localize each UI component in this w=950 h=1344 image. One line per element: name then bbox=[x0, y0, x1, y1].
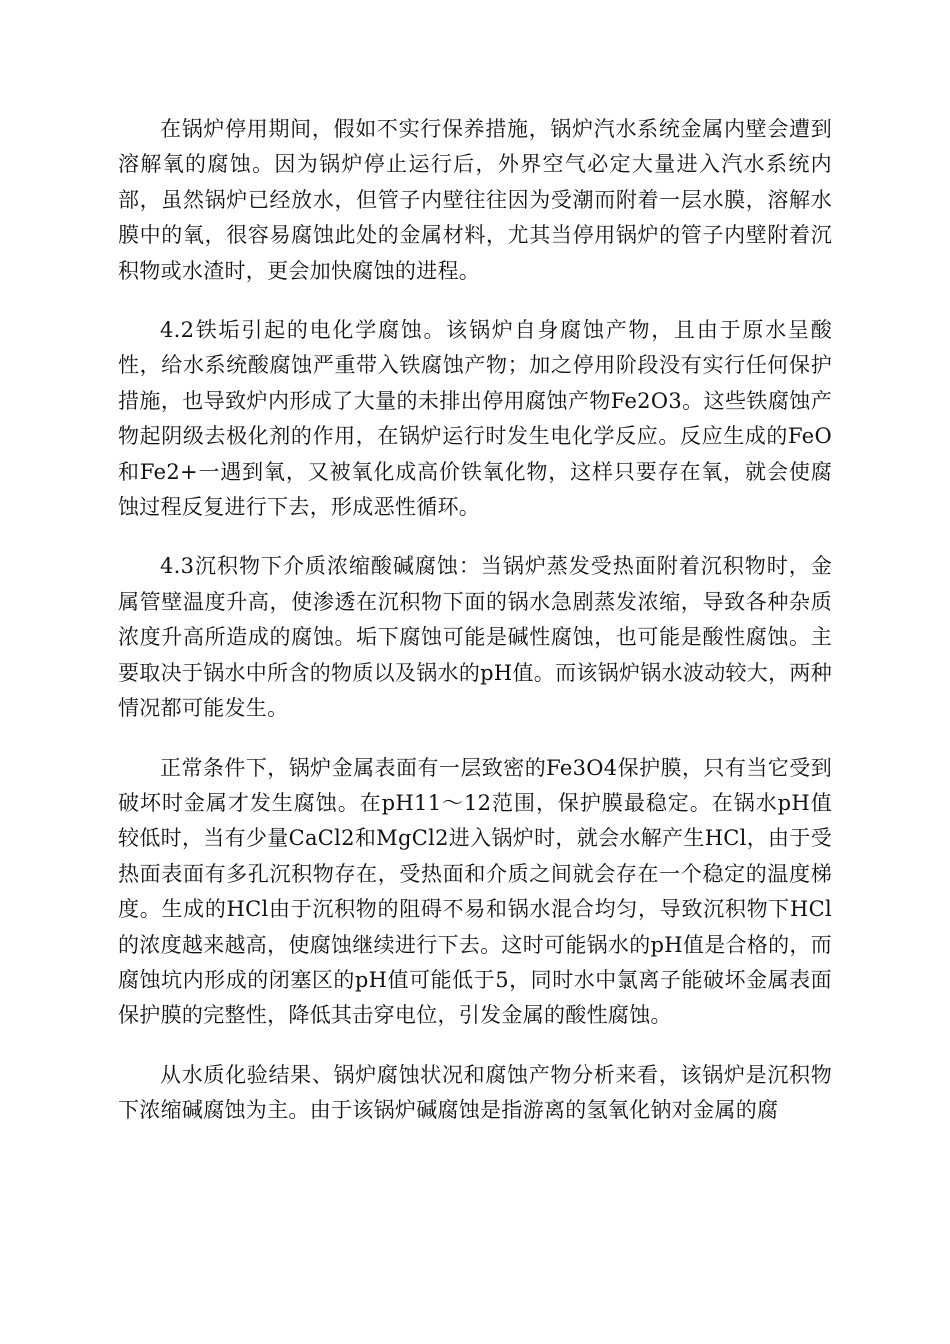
paragraph-conclusion: 从水质化验结果、锅炉腐蚀状况和腐蚀产物分析来看，该锅炉是沉积物下浓缩碱腐蚀为主。由于该锅炉碱腐蚀是指游离的氢氧化钠对金属的腐 bbox=[118, 1062, 832, 1123]
paragraph-protective-film: 正常条件下，锅炉金属表面有一层致密的Fe3O4保护膜，只有当它受到破坏时金属才发生腐蚀。在pH11～12范围，保护膜最稳定。在锅水pH值较低时，当有少量CaCl2和MgCl2进入锅炉时，就会水解产生HCl，由于受热面表面有多孔沉积物存在，受热面和介质之间就会存在一个稳定的温度梯度。生成的HCl由于沉积物的阻碍不易和锅水混合均匀，导致沉积物下HCl的浓度越来越高，使腐蚀继续进行下去。这时可能锅水的pH值是合格的，而腐蚀坑内形成的闭塞区的pH值可能低于5，同时水中氯离子能破坏金属表面保护膜的完整性，降低其击穿电位，引发金属的酸性腐蚀。 bbox=[118, 755, 832, 1028]
paragraph-under-deposit-corrosion: 4.3沉积物下介质浓缩酸碱腐蚀：当锅炉蒸发受热面附着沉积物时，金属管壁温度升高，使渗透在沉积物下面的锅水急剧蒸发浓缩，导致各种杂质浓度升高所造成的腐蚀。垢下腐蚀可能是碱性腐蚀，也可能是酸性腐蚀。主要取决于锅水中所含的物质以及锅水的pH值。而该锅炉锅水波动较大，两种情况都可能发生。 bbox=[118, 554, 832, 721]
paragraph-iron-scale-corrosion: 4.2铁垢引起的电化学腐蚀。该锅炉自身腐蚀产物，且由于原水呈酸性，给水系统酸腐蚀严重带入铁腐蚀产物；加之停用阶段没有实行任何保护措施，也导致炉内形成了大量的未排出停用腐蚀产物Fe2O3。这些铁腐蚀产物起阴级去极化剂的作用，在锅炉运行时发生电化学反应。反应生成的FeO和Fe2+一遇到氧，又被氧化成高价铁氧化物，这样只要存在氧，就会使腐蚀过程反复进行下去，形成恶性循环。 bbox=[118, 318, 832, 520]
paragraph-shutdown-corrosion: 在锅炉停用期间，假如不实行保养措施，锅炉汽水系统金属内壁会遭到溶解氧的腐蚀。因为锅炉停止运行后，外界空气必定大量进入汽水系统内部，虽然锅炉已经放水，但管子内壁往往因为受潮而附着一层水膜，溶解水膜中的氧，很容易腐蚀此处的金属材料，尤其当停用锅炉的管子内壁附着沉积物或水渣时，更会加快腐蚀的进程。 bbox=[118, 117, 832, 283]
document-body bbox=[118, 112, 832, 1153]
